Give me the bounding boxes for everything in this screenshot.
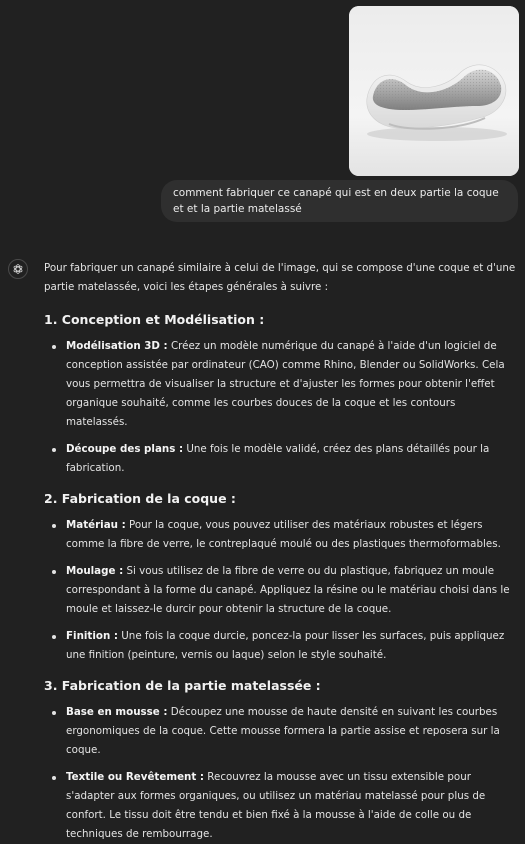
list-item bbox=[44, 337, 520, 432]
user-message-bubble bbox=[161, 180, 518, 222]
item-term: Modélisation 3D : bbox=[66, 340, 168, 352]
section-title: 3. Fabrication de la partie matelassée : bbox=[44, 678, 321, 693]
item-text: Si vous utilisez de la fibre de verre ou du plastique, fabriquez un moule correspondant à la forme du canapé. Appliquez la résine ou le matériau choisi dans le moule et laissez-le durcir pour obtenir la structure de la coque. bbox=[66, 565, 510, 615]
answer-intro: Pour fabriquer un canapé similaire à celui de l'image, qui se compose d'une coque et d'une partie matelassée, voici les étapes générales à suivre : bbox=[44, 262, 516, 293]
item-term: Finition : bbox=[66, 630, 118, 642]
item-term: Moulage : bbox=[66, 565, 124, 577]
item-text: Une fois le modèle validé, créez des plans détaillés pour la fabrication. bbox=[66, 443, 490, 474]
assistant-avatar bbox=[8, 259, 28, 279]
section-list bbox=[44, 337, 520, 478]
section-title: 1. Conception et Modélisation : bbox=[44, 312, 265, 327]
assistant-message bbox=[44, 259, 520, 844]
item-text: Pour la coque, vous pouvez utiliser des matériaux robustes et légers comme la fibre de verre, le contreplaqué moulé ou des plastiques thermoformables. bbox=[66, 519, 501, 550]
item-text: Créez un modèle numérique du canapé à l'aide d'un logiciel de conception assistée par ordinateur (CAO) comme Rhino, Blender ou SolidWorks. Cela vous permettra de visualiser la structure et d'ajuster les formes pour obtenir l'effet organique souhaité, comme les courbes douces de la coque et les contours matelassés. bbox=[66, 340, 505, 428]
list-item bbox=[44, 768, 520, 844]
item-term: Textile ou Revêtement : bbox=[66, 771, 205, 783]
item-text: Recouvrez la mousse avec un tissu extensible pour s'adapter aux formes organiques, ou utilisez un matériau matelassé pour plus de confort. Le tissu doit être tendu et bien fixé à la mousse à l'aide de colle ou de techniques de rembourrage. bbox=[66, 771, 486, 840]
list-item bbox=[44, 440, 520, 478]
item-term: Matériau : bbox=[66, 519, 126, 531]
item-term: Base en mousse : bbox=[66, 706, 168, 718]
item-text: Une fois la coque durcie, poncez-la pour lisser les surfaces, puis appliquez une finition (peinture, vernis ou laque) selon le style souhaité. bbox=[66, 630, 505, 661]
section-list bbox=[44, 703, 520, 844]
uploaded-sofa-image[interactable] bbox=[349, 6, 519, 176]
list-item bbox=[44, 562, 520, 619]
sofa-illustration bbox=[349, 6, 519, 176]
user-message-text: comment fabriquer ce canapé qui est en deux partie la coque et et la partie matelassé bbox=[173, 187, 499, 215]
item-text: Découpez une mousse de haute densité en suivant les courbes ergonomiques de la coque. Cette mousse formera la partie assise et reposera sur la coque. bbox=[66, 706, 500, 756]
section-list bbox=[44, 516, 520, 665]
section-title: 2. Fabrication de la coque : bbox=[44, 491, 236, 506]
list-item bbox=[44, 627, 520, 665]
list-item bbox=[44, 703, 520, 760]
item-term: Découpe des plans : bbox=[66, 443, 184, 455]
chatgpt-logo-icon bbox=[12, 263, 24, 275]
list-item bbox=[44, 516, 520, 554]
